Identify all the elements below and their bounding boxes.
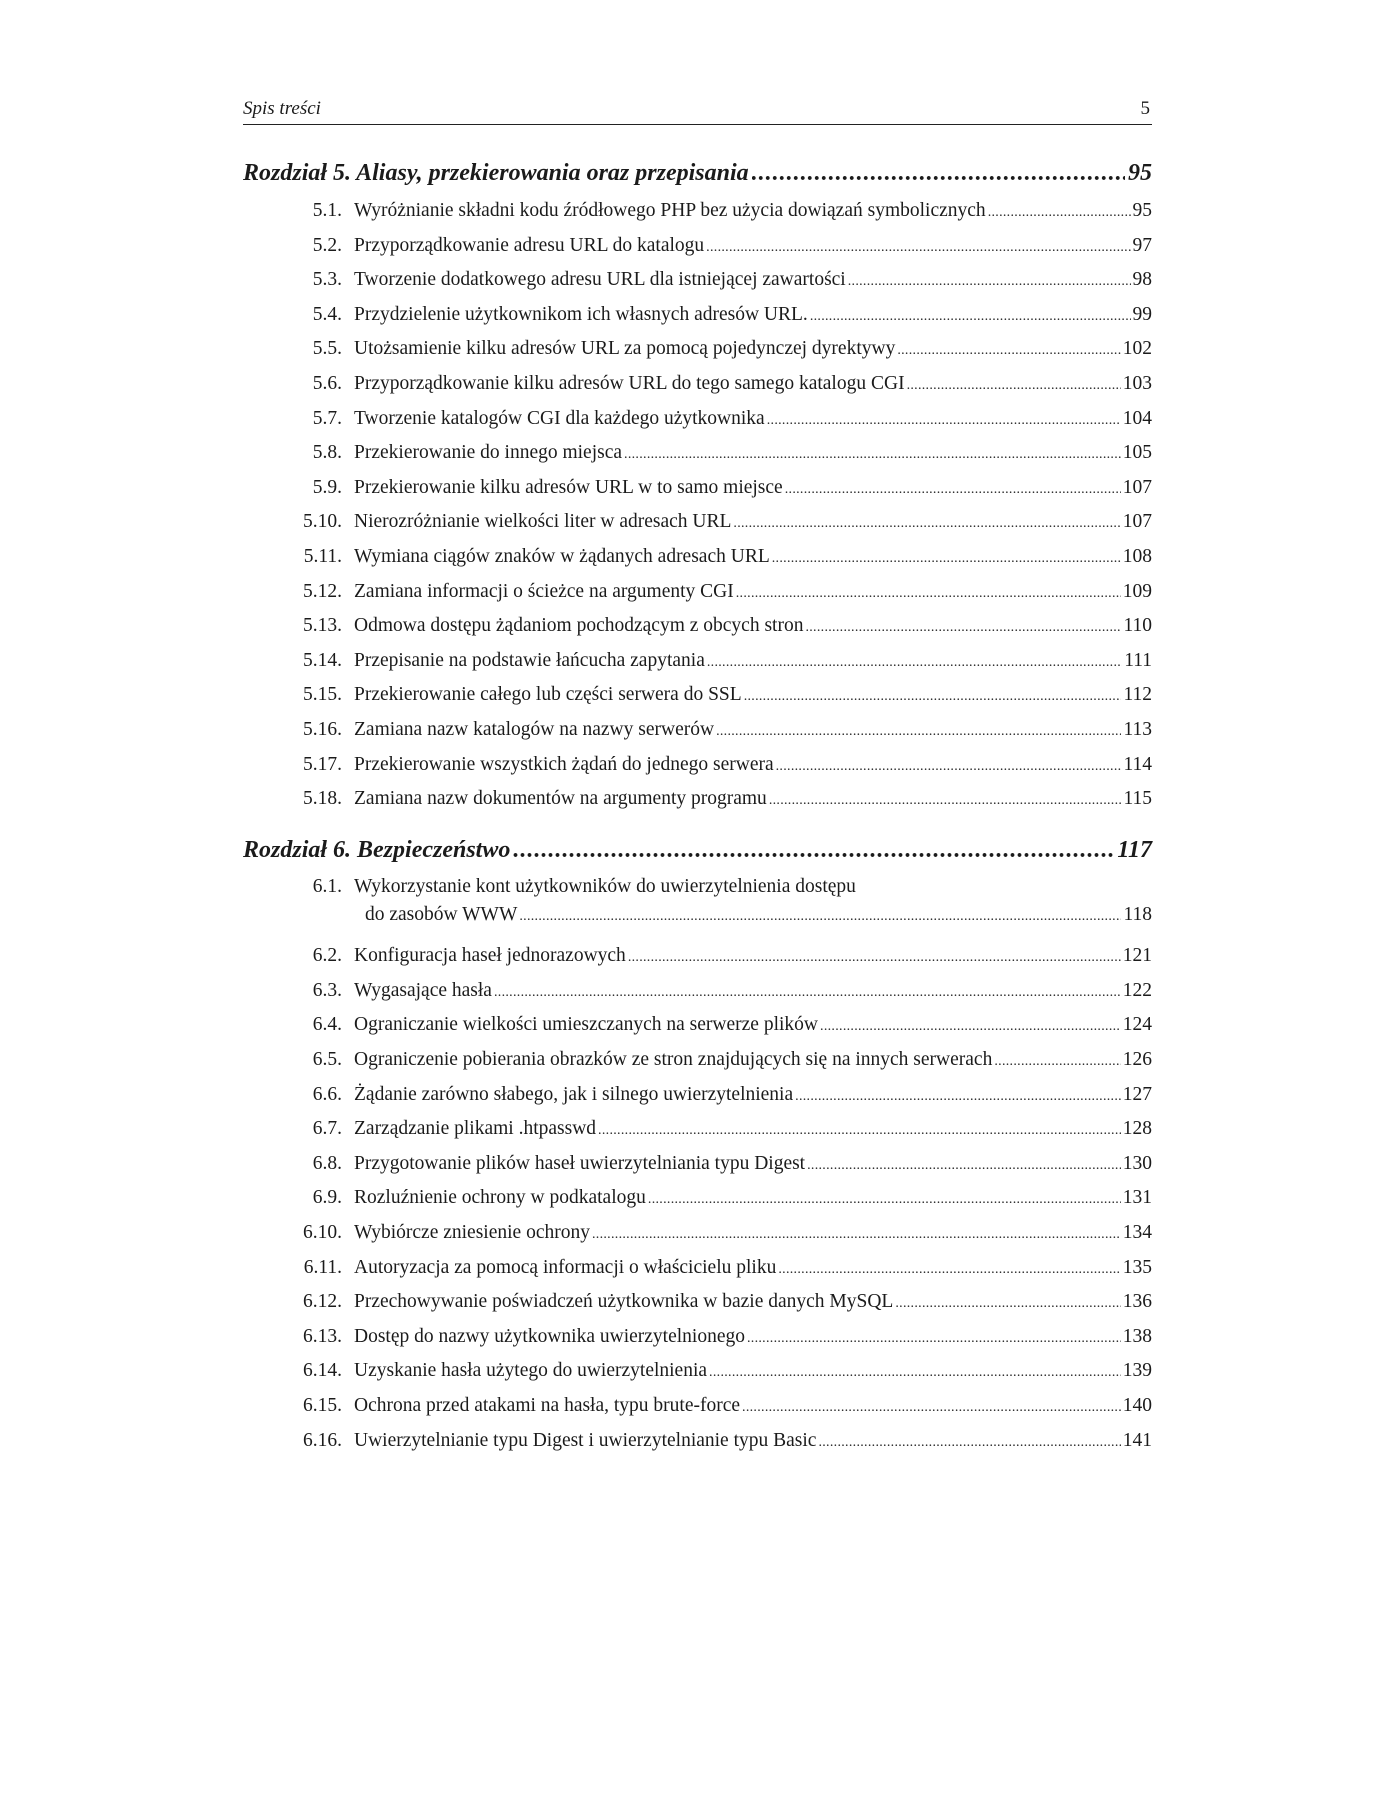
entry-title: Przekierowanie wszystkich żądań do jednego serwera [354, 753, 774, 775]
entry-title: Zamiana nazw katalogów na nazwy serwerów [354, 719, 715, 740]
entry-number: 5.8. [312, 442, 342, 464]
toc-entry[interactable] [243, 719, 1152, 747]
toc-entry[interactable] [243, 373, 1152, 401]
entry-body [354, 477, 1152, 499]
dot-leader [519, 909, 1121, 925]
entry-page: 124 [1122, 1014, 1152, 1036]
entry-body [354, 304, 1152, 326]
dot-leader [628, 950, 1121, 966]
chapter-page: 95 [1128, 160, 1152, 186]
entry-page: 110 [1123, 615, 1152, 637]
entry-title: Tworzenie dodatkowego adresu URL dla istniejącej zawartości [354, 269, 846, 291]
toc-entry[interactable] [243, 1187, 1152, 1215]
entry-body [354, 945, 1152, 967]
toc-entry[interactable] [243, 477, 1152, 505]
entry-body [354, 581, 1152, 603]
entry-page: 97 [1132, 234, 1152, 256]
dot-leader [895, 1296, 1120, 1312]
toc-entry[interactable] [243, 1049, 1152, 1077]
dot-leader [776, 759, 1122, 775]
entry-number: 6.2. [312, 945, 342, 967]
chapter-page: 117 [1117, 837, 1152, 863]
entry-page: 111 [1124, 649, 1152, 671]
entry-title: Odmowa dostępu żądaniom pochodzącym z obcych stron [354, 615, 804, 637]
entry-title: Zamiana nazw dokumentów na argumenty programu [354, 788, 767, 810]
entry-body [354, 408, 1152, 430]
entry-page: 126 [1122, 1049, 1152, 1070]
dot-leader [994, 1054, 1120, 1070]
entry-body [354, 1153, 1152, 1175]
entry-number: 5.10. [303, 511, 342, 533]
toc-entry[interactable] [243, 1084, 1152, 1112]
entry-number: 5.6. [312, 373, 342, 394]
dot-leader [598, 1123, 1121, 1139]
entry-body [354, 754, 1152, 776]
entry-title: Przydzielenie użytkownikom ich własnych adresów URL. [354, 303, 808, 325]
entry-number: 5.1. [312, 200, 342, 221]
entry-page: 109 [1122, 580, 1152, 602]
entry-title: Rozluźnienie ochrony w podkatalogu [354, 1187, 646, 1209]
toc-entry[interactable] [243, 1360, 1152, 1388]
dot-leader [778, 1262, 1120, 1278]
dot-leader [752, 160, 1125, 187]
toc-entry[interactable] [243, 1118, 1152, 1146]
dot-leader [785, 482, 1121, 498]
dot-leader [744, 689, 1122, 705]
entry-number: 5.18. [303, 788, 342, 810]
dot-leader [494, 985, 1121, 1001]
entry-body [354, 1326, 1152, 1348]
entry-number: 5.15. [303, 684, 342, 706]
dot-leader [624, 447, 1121, 463]
toc-entry[interactable] [243, 546, 1152, 574]
entry-title: Przekierowanie do innego miejsca [354, 442, 623, 464]
entry-number: 5.4. [312, 303, 342, 325]
entry-title: Wymiana ciągów znaków w żądanych adresach URL [354, 546, 770, 567]
entry-number: 6.8. [312, 1152, 342, 1174]
entry-body [354, 1118, 1152, 1140]
entry-page: 105 [1122, 442, 1152, 464]
toc-entry[interactable] [243, 945, 1152, 973]
entry-page: 103 [1122, 373, 1152, 394]
dot-leader [747, 1331, 1121, 1347]
entry-title-line1: Wykorzystanie kont użytkowników do uwierzytelnienia dostępu [354, 876, 856, 897]
dot-leader [907, 378, 1121, 394]
entry-number: 5.17. [303, 753, 342, 775]
entry-number: 6.16. [303, 1429, 342, 1451]
dot-leader [767, 413, 1121, 429]
entry-page: 99 [1132, 303, 1152, 325]
entry-body [354, 1257, 1152, 1279]
entry-body [354, 650, 1152, 672]
dot-leader [709, 1365, 1121, 1381]
entry-page: 112 [1123, 684, 1152, 706]
entry-page: 102 [1122, 338, 1152, 360]
entry-number: 5.14. [303, 649, 342, 671]
dot-leader [716, 724, 1121, 740]
entry-number: 6.5. [312, 1049, 342, 1070]
entry-body [354, 980, 1152, 1002]
toc-entry[interactable] [243, 304, 1152, 332]
entry-title: Utożsamienie kilku adresów URL za pomocą pojedynczej dyrektywy [354, 338, 896, 360]
entry-number: 6.11. [303, 1256, 342, 1278]
entry-number: 5.9. [312, 476, 342, 498]
toc-entry[interactable] [243, 684, 1152, 712]
entry-title: Przygotowanie plików haseł uwierzytelniania typu Digest [354, 1152, 806, 1174]
dot-leader [513, 837, 1114, 864]
entry-title: Ograniczenie pobierania obrazków ze stron znajdujących się na innych serwerach [354, 1049, 993, 1070]
entry-body [354, 1222, 1152, 1244]
running-head [243, 96, 1152, 125]
dot-leader [807, 1158, 1121, 1174]
entry-page: 104 [1122, 407, 1152, 429]
entry-page: 140 [1122, 1395, 1152, 1416]
entry-title: Wybiórcze zniesienie ochrony [354, 1222, 590, 1243]
entry-page: 115 [1123, 788, 1152, 810]
entry-page: 107 [1122, 511, 1152, 533]
entry-title: Przechowywanie poświadczeń użytkownika w bazie danych MySQL [354, 1291, 894, 1313]
entry-number: 5.11. [303, 546, 342, 567]
entry-number: 5.5. [312, 338, 342, 360]
entry-page: 139 [1122, 1360, 1152, 1382]
dot-leader [897, 343, 1120, 359]
entry-number: 6.1. [312, 876, 342, 897]
toc-entry[interactable] [243, 754, 1152, 782]
dot-leader [733, 516, 1120, 532]
entry-title: Uzyskanie hasła użytego do uwierzytelnienia [354, 1360, 708, 1382]
entry-body [354, 1187, 1152, 1209]
entry-page: 131 [1122, 1187, 1152, 1209]
toc-entry[interactable] [243, 1014, 1152, 1042]
toc-entry[interactable] [243, 1430, 1152, 1458]
entry-body [354, 1084, 1152, 1106]
dot-leader [592, 1227, 1121, 1243]
toc-entry[interactable] [243, 581, 1152, 609]
dot-leader [988, 205, 1131, 221]
chapter-title: Rozdział 6. Bezpieczeństwo [243, 837, 511, 863]
entry-body [354, 1049, 1152, 1071]
entry-page: 107 [1122, 476, 1152, 498]
dot-leader [769, 793, 1122, 809]
entry-body [354, 338, 1152, 360]
entry-body [354, 546, 1152, 568]
dot-leader [736, 586, 1121, 602]
dot-leader [795, 1089, 1121, 1105]
entry-page: 141 [1122, 1429, 1152, 1451]
entry-body [354, 719, 1152, 741]
entry-number: 5.2. [312, 234, 342, 256]
entry-body [354, 511, 1152, 533]
entry-title: Autoryzacja za pomocą informacji o właścicielu pliku [354, 1256, 777, 1278]
entry-number: 6.14. [303, 1360, 342, 1382]
entry-title: Zamiana informacji o ścieżce na argumenty CGI [354, 580, 734, 602]
chapter-title: Rozdział 5. Aliasy, przekierowania oraz przepisania [243, 160, 749, 186]
entry-title: Konfiguracja haseł jednorazowych [354, 945, 626, 967]
toc-entry[interactable] [243, 980, 1152, 1008]
entry-title: Przyporządkowanie kilku adresów URL do tego samego katalogu CGI [354, 373, 905, 394]
entry-body [354, 615, 1152, 637]
entry-number: 5.3. [312, 269, 342, 291]
entry-page: 98 [1132, 269, 1152, 291]
entry-body [365, 904, 1152, 926]
entry-body [354, 373, 1152, 395]
entry-number: 6.9. [312, 1187, 342, 1209]
entry-page: 130 [1122, 1152, 1152, 1174]
entry-title: do zasobów WWW [365, 904, 518, 925]
entry-title: Zarządzanie plikami .htpasswd [354, 1118, 597, 1140]
entry-body [354, 1360, 1152, 1382]
dot-leader [772, 551, 1121, 567]
entry-title: Wyróżnianie składni kodu źródłowego PHP bez użycia dowiązań symbolicznych [354, 200, 986, 221]
entry-title: Przyporządkowanie adresu URL do katalogu [354, 234, 705, 256]
toc-entry[interactable] [243, 1326, 1152, 1354]
entry-page: 113 [1123, 719, 1152, 740]
entry-page: 136 [1122, 1291, 1152, 1313]
entry-title: Dostęp do nazwy użytkownika uwierzytelnionego [354, 1325, 745, 1347]
toc-entry[interactable] [243, 442, 1152, 470]
dot-leader [820, 1019, 1121, 1035]
toc-entry[interactable] [243, 1222, 1152, 1250]
entry-number: 6.12. [303, 1291, 342, 1313]
chapter-6-heading[interactable] [243, 837, 1152, 871]
entry-page: 135 [1122, 1256, 1152, 1278]
entry-number: 6.13. [303, 1325, 342, 1347]
toc-entry[interactable] [243, 235, 1152, 263]
toc-entry[interactable] [243, 615, 1152, 643]
entry-body [354, 200, 1152, 222]
entry-title: Tworzenie katalogów CGI dla każdego użytkownika [354, 407, 765, 429]
entry-body [354, 1291, 1152, 1313]
entry-number: 6.15. [303, 1395, 342, 1416]
entry-number: 6.10. [303, 1222, 342, 1243]
entry-body [354, 684, 1152, 706]
entry-title: Żądanie zarówno słabego, jak i silnego uwierzytelnienia [354, 1083, 794, 1105]
entry-body [354, 788, 1152, 810]
toc-entry[interactable] [243, 269, 1152, 297]
entry-title: Przekierowanie kilku adresów URL w to samo miejsce [354, 476, 783, 498]
entry-number: 6.7. [312, 1118, 342, 1140]
entry-body [354, 235, 1152, 257]
entry-number: 5.16. [303, 719, 342, 740]
entry-page: 118 [1123, 904, 1152, 925]
dot-leader [742, 1400, 1121, 1416]
entry-number: 5.12. [303, 580, 342, 602]
entry-title: Ochrona przed atakami na hasła, typu brute-force [354, 1395, 741, 1416]
running-head-title: Spis treści [243, 98, 321, 119]
entry-page: 95 [1132, 200, 1152, 221]
entry-number: 5.13. [303, 615, 342, 637]
entry-body [354, 1395, 1152, 1417]
entry-number: 6.3. [312, 979, 342, 1001]
entry-page: 128 [1122, 1118, 1152, 1140]
entry-number: 5.7. [312, 407, 342, 429]
dot-leader [648, 1192, 1121, 1208]
dot-leader [810, 309, 1131, 325]
entry-body [354, 1014, 1152, 1036]
toc-entry[interactable] [243, 788, 1152, 816]
dot-leader [707, 655, 1122, 671]
entry-title: Przepisanie na podstawie łańcucha zapytania [354, 649, 705, 671]
dot-leader [706, 240, 1130, 256]
toc-entry[interactable] [243, 650, 1152, 678]
entry-body [354, 269, 1152, 291]
entry-title: Uwierzytelnianie typu Digest i uwierzytelnianie typu Basic [354, 1429, 817, 1451]
entry-page: 122 [1122, 979, 1152, 1001]
entry-number: 6.6. [312, 1083, 342, 1105]
toc-entry[interactable] [243, 1291, 1152, 1319]
entry-title: Nierozróżnianie wielkości liter w adresach URL [354, 511, 732, 533]
entry-body [354, 1430, 1152, 1452]
entry-page: 134 [1122, 1222, 1152, 1243]
entry-page: 121 [1122, 945, 1152, 967]
chapter-5-heading[interactable] [243, 160, 1152, 194]
toc-entry[interactable] [243, 1395, 1152, 1423]
entry-page: 108 [1122, 546, 1152, 567]
toc-entry[interactable] [243, 200, 1152, 228]
toc-entry[interactable] [243, 511, 1152, 539]
entry-body [354, 442, 1152, 464]
toc-entry[interactable] [243, 876, 1152, 932]
dot-leader [848, 274, 1131, 290]
dot-leader [818, 1435, 1120, 1451]
toc-entry[interactable] [243, 1257, 1152, 1285]
entry-title: Ograniczanie wielkości umieszczanych na serwerze plików [354, 1014, 819, 1036]
dot-leader [805, 620, 1121, 636]
entry-number: 6.4. [312, 1014, 342, 1036]
toc-entry[interactable] [243, 408, 1152, 436]
toc-entry[interactable] [243, 1153, 1152, 1181]
entry-page: 138 [1122, 1325, 1152, 1347]
toc-entry[interactable] [243, 338, 1152, 366]
entry-page: 114 [1123, 753, 1152, 775]
entry-page: 127 [1122, 1083, 1152, 1105]
page-number: 5 [1140, 98, 1150, 119]
entry-title: Przekierowanie całego lub części serwera do SSL [354, 684, 742, 706]
entry-title: Wygasające hasła [354, 979, 492, 1001]
